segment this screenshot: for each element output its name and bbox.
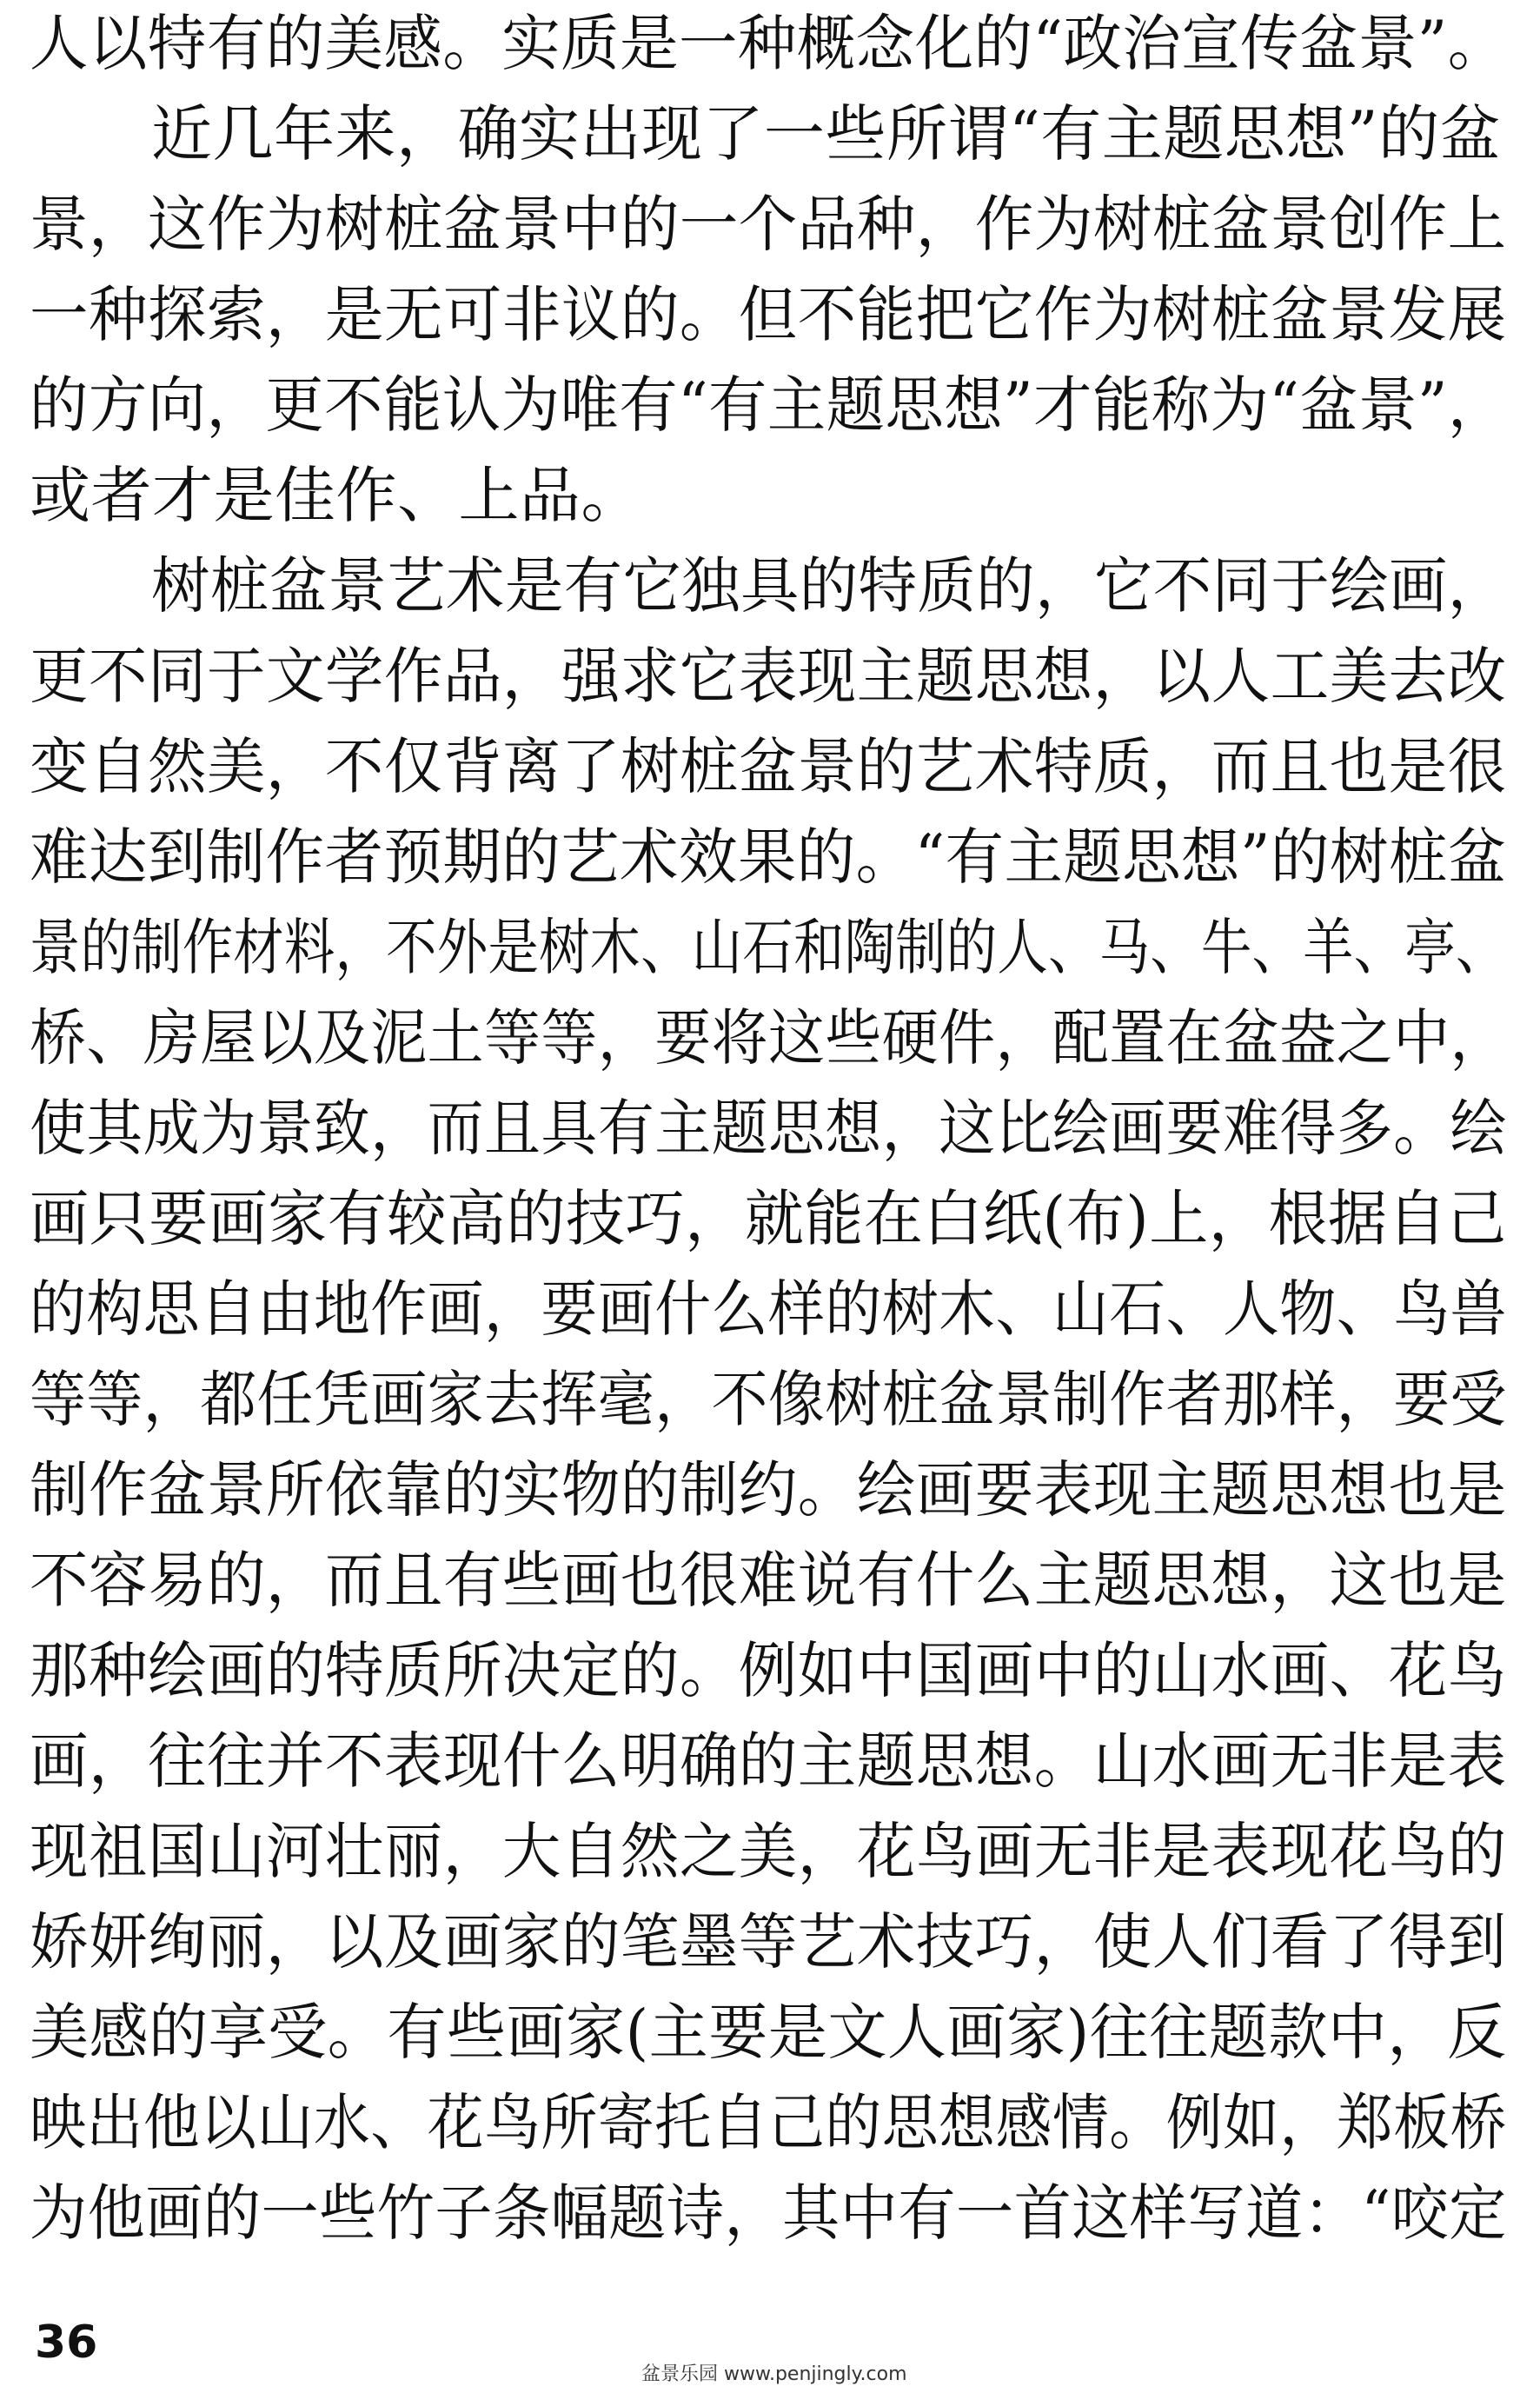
text-line: 制作盆景所依靠的实物的制约。绘画要表现主题思想也是: [30, 1454, 1507, 1526]
text-line: 画只要画家有较高的技巧，就能在白纸(布)上，根据自己: [30, 1183, 1507, 1254]
text-line: 使其成为景致，而且具有主题思想，这比绘画要难得多。绘: [30, 1093, 1507, 1164]
text-line: 桥、房屋以及泥土等等，要将这些硬件，配置在盆盎之中，: [30, 1002, 1507, 1074]
text-line: 等等，都任凭画家去挥毫，不像树桩盆景制作者那样，要受: [30, 1364, 1507, 1435]
text-line: 画，往往并不表现什么明确的主题思想。山水画无非是表: [30, 1725, 1507, 1797]
text-line: 难达到制作者预期的艺术效果的。“有主题思想”的树桩盆: [30, 821, 1507, 893]
text-line: 不容易的，而且有些画也很难说有什么主题思想，这也是: [30, 1545, 1507, 1616]
text-line: 现祖国山河壮丽，大自然之美，花鸟画无非是表现花鸟的: [30, 1816, 1507, 1887]
text-line: 娇妍绚丽，以及画家的笔墨等艺术技巧，使人们看了得到: [30, 1906, 1507, 1978]
text-line: 景，这作为树桩盆景中的一个品种，作为树桩盆景创作上: [30, 189, 1507, 260]
text-line: 更不同于文学作品，强求它表现主题思想，以人工美去改: [30, 641, 1507, 712]
text-line: 的方向，更不能认为唯有“有主题思想”才能称为“盆景”，: [30, 369, 1507, 441]
text-line: 或者才是佳作、上品。: [30, 460, 642, 531]
text-line: 为他画的一些竹子条幅题诗，其中有一首这样写道：“咬定: [30, 2177, 1507, 2249]
text-line: 景的制作材料，不外是树木、山石和陶制的人、马、牛、羊、亭、: [30, 912, 1507, 983]
text-line: 那种绘画的特质所决定的。例如中国画中的山水画、花鸟: [30, 1635, 1507, 1706]
text-line: 一种探索，是无可非议的。但不能把它作为树桩盆景发展: [30, 279, 1507, 350]
text-line: 映出他以山水、花鸟所寄托自己的思想感情。例如，郑板桥: [30, 2087, 1507, 2158]
page-number: 36: [35, 2317, 98, 2369]
text-line: 近几年来，确实出现了一些所谓“有主题思想”的盆: [151, 98, 1502, 170]
text-line: 树桩盆景艺术是有它独具的特质的，它不同于绘画，: [151, 550, 1507, 622]
text-line: 美感的享受。有些画家(主要是文人画家)往往题款中，反: [30, 1997, 1507, 2068]
text-line: 的构思自由地作画，要画什么样的树木、山石、人物、鸟兽: [30, 1273, 1507, 1345]
text-line: 变自然美，不仅背离了树桩盆景的艺术特质，而且也是很: [30, 731, 1507, 802]
text-line: 人以特有的美感。实质是一种概念化的“政治宣传盆景”。: [30, 8, 1507, 79]
watermark: 盆景乐园 www.penjingly.com: [641, 2363, 907, 2385]
